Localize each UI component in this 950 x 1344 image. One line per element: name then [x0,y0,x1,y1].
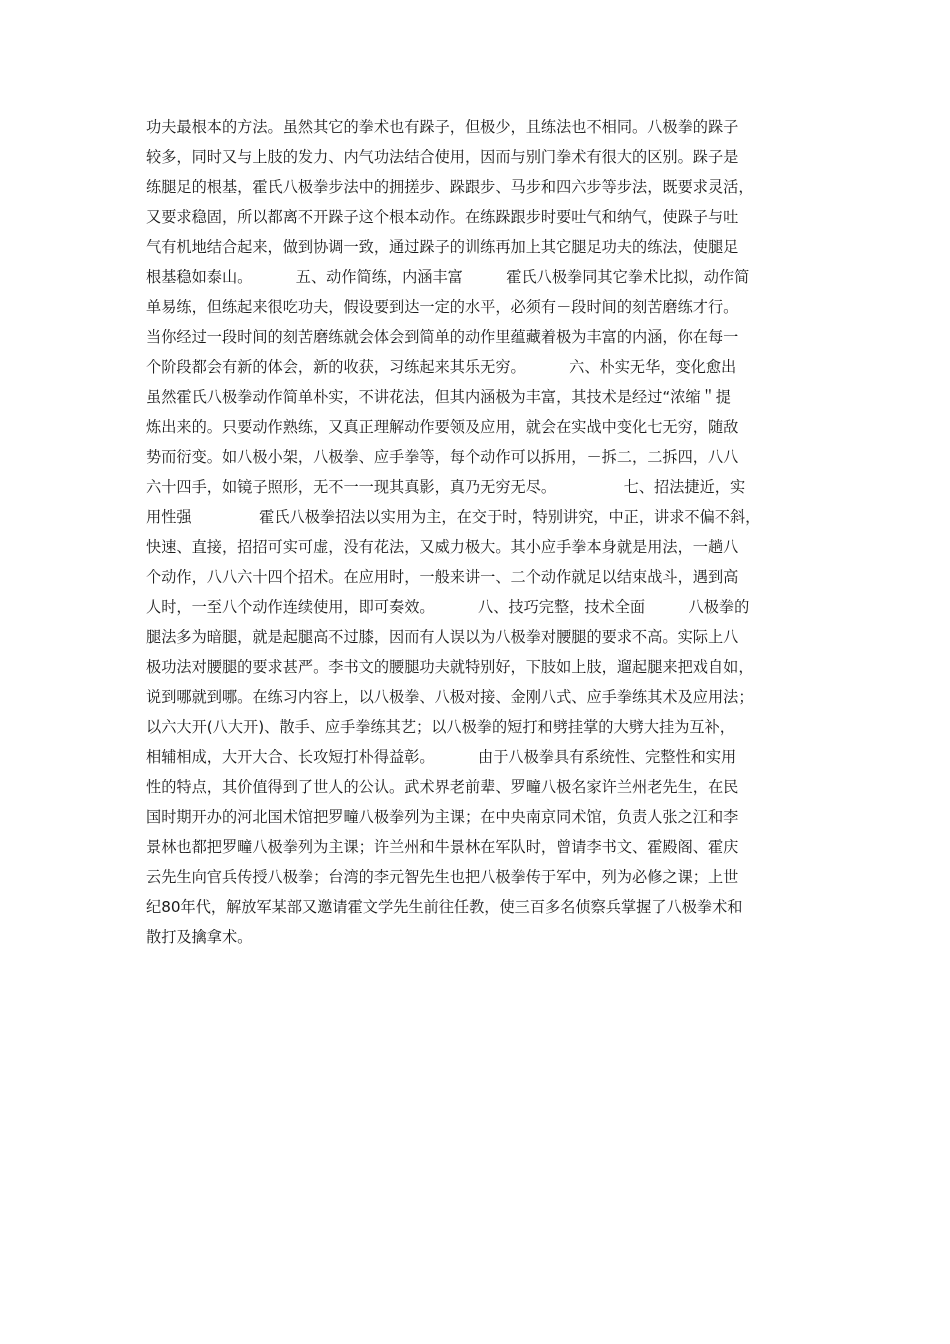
text-line: 极功法对腰腿的要求甚严。李书文的腰腿功夫就特别好，下肢如上肢，遛起腿来把戏自如， [146,658,754,676]
text-line: 个动作，八八六十四个招术。在应用时，一般来讲一、二个动作就足以结束战斗，遇到高 [146,568,739,586]
text-line: 相辅相成，大开大合、长攻短打朴得益彰。 由于八极拳具有系统性、完整性和实用 [146,748,737,766]
text-line: 说到哪就到哪。在练习内容上，以八极拳、八极对接、金刚八式、应手拳练其术及应用法； [146,688,754,706]
text-line: 云先生向官兵传授八极拳；台湾的李元智先生也把八极拳传于军中，列为必修之课；上世 [146,868,739,886]
text-line: 又要求稳固，所以都离不开跺子这个根本动作。在练跺跟步时要吐气和纳气，使跺子与吐 [146,208,739,226]
text-line: 根基稳如泰山。 五、动作简练，内涵丰富 霍氏八极拳同其它拳术比拟，动作简 [146,268,750,286]
text-line: 散打及擒拿术。 [146,928,253,946]
text-line: 虽然霍氏八极拳动作简单朴实，不讲花法，但其内涵极为丰富，其技术是经过“浓缩＂提 [146,388,731,406]
text-line: 练腿足的根基，霍氏八极拳步法中的拥搓步、跺跟步、马步和四六步等步法，既要求灵活， [146,178,754,196]
text-line: 功夫最根本的方法。虽然其它的拳术也有跺子，但极少，且练法也不相同。八极拳的跺子 [146,118,739,136]
body-text [146,112,826,952]
text-line: 当你经过一段时间的刻苦磨练就会体会到简单的动作里蕴藏着极为丰富的内涵，你在每一 [146,328,739,346]
text-line: 人时，一至八个动作连续使用，即可奏效。 八、技巧完整，技术全面 八极拳的 [146,598,750,616]
text-line: 个阶段都会有新的体会，新的收获，习练起来其乐无穷。 六、朴实无华，变化愈出 [146,358,737,376]
text-line: 国时期开办的河北国术馆把罗疃八极拳列为主课；在中央南京同术馆，负责人张之江和李 [146,808,739,826]
text-line: 势而衍变。如八极小架，八极拳、应手拳等，每个动作可以拆用，－拆二，二拆四，八八 [146,448,739,466]
text-line: 六十四手，如镜子照形，无不一一现其真影，真乃无穷无尽。 七、招法捷近，实 [146,478,746,496]
text-line: 以六大开(八大开)、散手、应手拳练其艺；以八极拳的短打和劈挂掌的大劈大挂为互补， [146,718,735,736]
text-line: 腿法多为暗腿，就是起腿高不过膝，因而有人误以为八极拳对腰腿的要求不高。实际上八 [146,628,739,646]
text-line: 快速、直接，招招可实可虚，没有花法，又威力极大。其小应手拳本身就是用法，一趟八 [146,538,739,556]
text-line: 炼出来的。只要动作熟练，又真正理解动作要领及应用，就会在实战中变化七无穷，随敌 [146,418,739,436]
text-line: 气有机地结合起来，做到协调一致，通过跺子的训练再加上其它腿足功夫的练法，使腿足 [146,238,739,256]
text-line: 性的特点，其价值得到了世人的公认。武术界老前辈、罗疃八极名家许兰州老先生，在民 [146,778,739,796]
text-line: 单易练，但练起来很吃功夫，假设要到达一定的水平，必须有－段时间的刻苦磨练才行。 [146,298,739,316]
text-line: 较多，同时又与上肢的发力、内气功法结合使用，因而与别门拳术有很大的区别。跺子是 [146,148,739,166]
text-line: 用性强 霍氏八极拳招法以实用为主，在交于时，特别讲究，中正，讲求不偏不斜， [146,508,761,526]
text-line: 景林也都把罗疃八极拳列为主课；许兰州和牛景林在军队时，曾请李书文、霍殿阁、霍庆 [146,838,739,856]
text-line: 纪80年代，解放军某部又邀请霍文学先生前往任教，使三百多名侦察兵掌握了八极拳术和 [146,898,743,916]
